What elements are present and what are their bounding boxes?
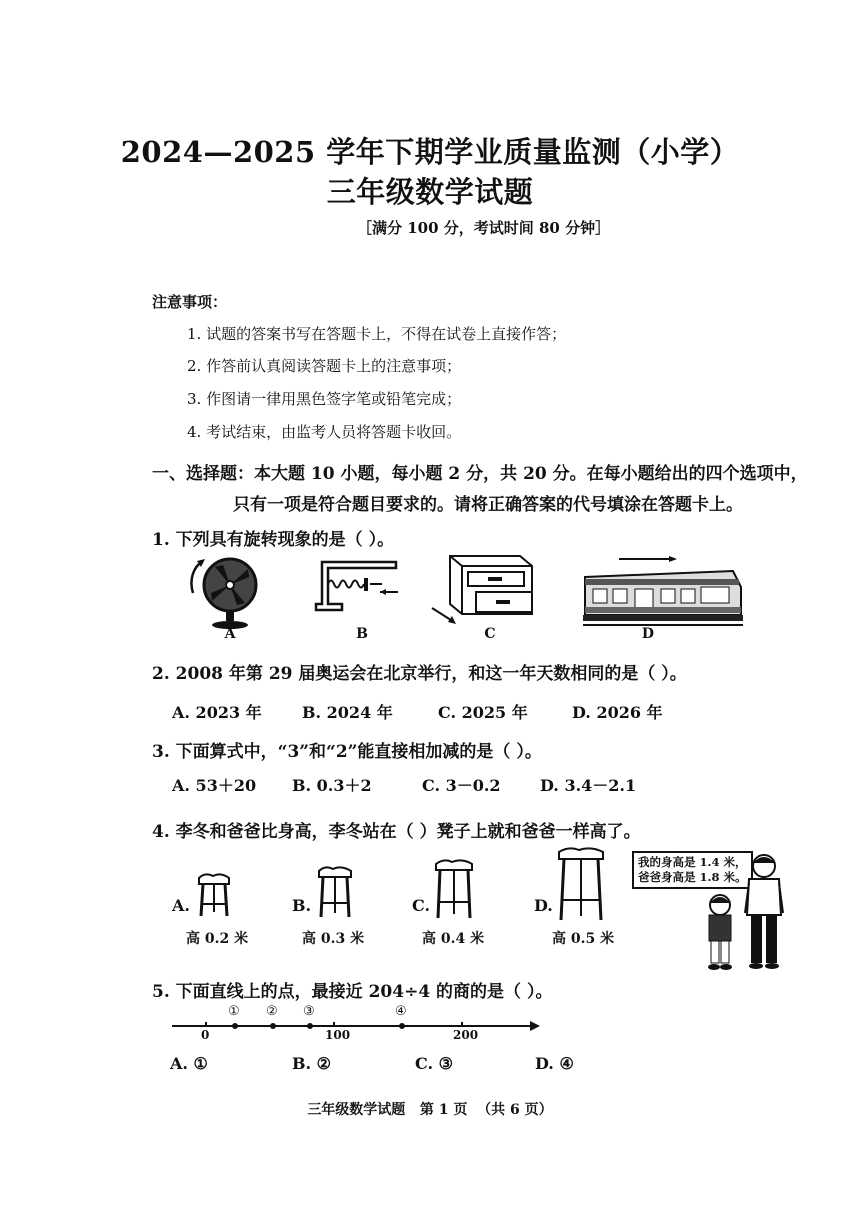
exam-subject-title: 三年级数学试题 (326, 175, 534, 209)
train-image (583, 553, 743, 628)
number-line (170, 1004, 545, 1044)
question-1: 1. 下列具有旋转现象的是（ ）。 (152, 530, 395, 550)
q1-option-c-label: C (484, 626, 496, 642)
q1-option-a-label: A (224, 626, 236, 642)
q4-option-a: A. (172, 896, 190, 915)
speech-bubble (632, 851, 753, 889)
notice-item: 1. 试题的答案书写在答题卡上，不得在试卷上直接作答； (187, 325, 567, 343)
q4-height-b: 高 0.3 米 (302, 931, 365, 947)
notice-item: 2. 作答前认真阅读答题卡上的注意事项； (187, 357, 462, 375)
stool-image (195, 872, 233, 918)
section-heading: 一、选择题：本大题 10 小题，每小题 2 分，共 20 分。在每小题给出的四个选项中， (152, 464, 808, 484)
notice-heading: 注意事项： (152, 293, 228, 311)
father-figure (743, 853, 785, 971)
q1-option-d-label: D (641, 626, 655, 642)
question-5: 5. 下面直线上的点，最接近 204÷4 的商的是（ ）。 (152, 982, 553, 1002)
q3-option-b: B. 0.3＋2 (292, 776, 372, 795)
q2-option-a: A. 2023 年 (172, 703, 262, 722)
q4-option-d: D. (534, 896, 553, 915)
q5-option-b: B. ② (292, 1054, 332, 1073)
point-marker: ④ (395, 1004, 407, 1019)
q4-height-c: 高 0.4 米 (422, 931, 485, 947)
q2-option-d: D. 2026 年 (572, 703, 663, 722)
bubble-line: 爸爸身高是 1.8 米。 (638, 870, 747, 884)
q3-option-d: D. 3.4－2.1 (540, 776, 637, 795)
question-4: 4. 李冬和爸爸比身高，李冬站在（ ）凳子上就和爸爸一样高了。 (152, 822, 641, 842)
stool-image (432, 858, 476, 920)
bubble-line: 我的身高是 1.4 米， (638, 855, 747, 869)
q5-option-c: C. ③ (415, 1054, 453, 1073)
tick-label: 100 (325, 1028, 351, 1042)
notice-item: 3. 作图请一律用黑色签字笔或铅笔完成； (187, 390, 462, 408)
q4-height-a: 高 0.2 米 (186, 931, 249, 947)
section-instruction: 只有一项是符合题目要求的。请将正确答案的代号填涂在答题卡上。 (233, 495, 743, 515)
point-marker: ② (266, 1004, 278, 1019)
q2-option-c: C. 2025 年 (438, 703, 528, 722)
fan-image (185, 555, 265, 630)
stool-image (315, 865, 355, 919)
q5-option-a: A. ① (170, 1054, 208, 1073)
q1-option-b-label: B (356, 626, 368, 642)
exam-score-time: ［满分 100 分，考试时间 80 分钟］ (357, 219, 611, 237)
drawer-image (428, 552, 538, 632)
q2-option-b: B. 2024 年 (302, 703, 393, 722)
notice-item: 4. 考试结束，由监考人员将答题卡收回。 (187, 423, 462, 441)
q5-option-d: D. ④ (535, 1054, 574, 1073)
spring-image (312, 558, 402, 618)
exam-title: 2024—2025 学年下期学业质量监测（小学） (120, 135, 740, 169)
page-footer: 三年级数学试题 第 1 页 （共 6 页） (307, 1102, 553, 1118)
q4-height-d: 高 0.5 米 (552, 931, 615, 947)
q3-option-c: C. 3－0.2 (422, 776, 501, 795)
boy-figure (702, 893, 738, 973)
q3-option-a: A. 53＋20 (172, 776, 257, 795)
point-marker: ③ (303, 1004, 315, 1019)
q4-option-c: C. (412, 896, 431, 915)
question-3: 3. 下面算式中，“3”和“2”能直接相加减的是（ ）。 (152, 742, 542, 762)
q4-option-b: B. (292, 896, 312, 915)
tick-label: 200 (453, 1028, 479, 1042)
point-marker: ① (228, 1004, 240, 1019)
stool-image (555, 846, 607, 922)
question-2: 2. 2008 年第 29 届奥运会在北京举行，和这一年天数相同的是（ ）。 (152, 664, 687, 684)
tick-label: 0 (201, 1028, 210, 1042)
